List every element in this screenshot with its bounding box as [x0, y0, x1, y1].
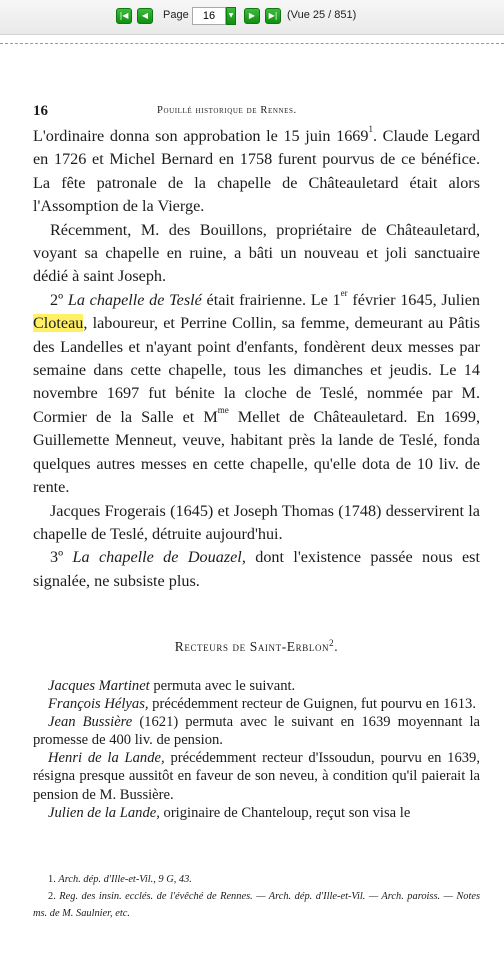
first-page-button[interactable] — [116, 8, 132, 24]
rector-name: François Hélyas, — [48, 696, 149, 713]
top-divider — [0, 43, 504, 44]
running-title: Pouillé historique de Rennes. — [157, 105, 297, 116]
previous-page-icon: ◀ — [141, 11, 149, 20]
footnote-text: Reg. des insin. ecclés. de l'évêché de Rennes. — Arch. dép. d'Ille-et-Vil. — Arch. paroiss. — Notes ms. de M. Saulnier, etc. — [33, 891, 481, 919]
dropdown-arrow-icon: ▼ — [228, 12, 234, 19]
list-item — [33, 695, 480, 713]
page-dropdown-button[interactable] — [226, 7, 236, 25]
paragraph — [33, 546, 480, 593]
item-number: 3º — [50, 548, 73, 567]
list-item — [33, 713, 480, 749]
footnotes — [33, 871, 480, 922]
rector-text: (1621) permuta avec le suivant en 1639 moyennant la promesse de 400 liv. de pension. — [33, 714, 480, 749]
list-item — [33, 677, 480, 695]
rector-text: originaire de Chanteloup, reçut son visa le — [159, 804, 411, 821]
text-run: était frairienne. Le 1 — [201, 290, 341, 309]
text-run: L'ordinaire donna son approbation le 15 juin 1669 — [33, 127, 369, 145]
rector-text: précédemment recteur de Guignen, fut pourvu en 1613. — [148, 696, 476, 713]
text-run: , dont l'existence passée nous est signalée, ne subsiste plus. — [33, 548, 480, 590]
page-number-input[interactable] — [192, 7, 226, 25]
footnote — [33, 871, 480, 888]
chapel-name: La chapelle de Douazel — [72, 548, 242, 567]
rector-name: Julien de la Lande, — [48, 804, 160, 821]
rector-list — [33, 677, 480, 822]
footnote-number: 2. — [48, 891, 60, 902]
superscript: er — [340, 287, 348, 298]
section-title-text: Recteurs de Saint-Erblon — [174, 639, 330, 654]
rector-name: Jacques Martinet — [48, 678, 150, 694]
next-page-button[interactable] — [244, 8, 260, 24]
text-run: , laboureur, et Perrine Collin, sa femme, demeurant au Pâtis des Landelles et n'ayant point d'enfants, fondèrent deux messes par semaine dans cette chapelle, tous les dimanches et jeudis. Le 14 novembre 1697 fut bénite la cloche de Teslé, nommée par M. Cormier de la Salle et M — [33, 314, 480, 426]
footnote — [33, 888, 480, 922]
footnote-ref: 1 — [368, 124, 373, 134]
list-item — [33, 804, 480, 822]
paragraph: Récemment, M. des Bouillons, propriétaire de Châteauletard, voyant sa chapelle en ruine, a bâti un nouveau et joli sanctuaire dédié à saint Joseph. — [33, 220, 480, 286]
last-page-icon: ▶| — [268, 11, 278, 20]
footnote-ref: 2 — [329, 638, 335, 648]
footnote-number: 1. — [48, 874, 59, 885]
view-counter: (Vue 25 / 851) — [287, 9, 357, 21]
next-page-icon: ▶ — [248, 11, 256, 20]
paragraph — [33, 289, 480, 500]
section-title: Recteurs de Saint-Erblon$^2$. — [174, 638, 339, 654]
text-run: Mellet de Châteauletard. En 1699, Guillemette Menneut, veuve, habitant près la lande de Teslé, fonda quelques autres messes en cette chapelle, qu'elle dota de 10 liv. de rente. — [33, 407, 480, 497]
previous-page-button[interactable] — [137, 8, 153, 24]
chapel-name: La chapelle de Teslé — [67, 290, 202, 309]
page-label: Page — [163, 9, 189, 21]
item-number: 2º — [50, 290, 68, 309]
paragraph — [33, 125, 480, 219]
rector-name: Jean Bussière — [48, 714, 133, 731]
rector-text: permuta avec le suivant. — [149, 678, 296, 694]
text-run: . Claude Legard en 1726 et Michel Bernard en 1758 furent pourvus de ce bénéfice. La fête patronale de la chapelle de Châteauletard était alors l'Assomption de la Vierge. — [33, 127, 480, 216]
paragraph: Jacques Frogerais (1645) et Joseph Thomas (1748) desservirent la chapelle de Teslé, détruite aujourd'hui. — [33, 501, 480, 543]
text-run: février 1645, Julien — [347, 290, 480, 309]
rector-name: Henri de la Lande, — [48, 750, 165, 767]
superscript: me — [217, 404, 229, 415]
rector-text: précédemment recteur d'Issoudun, pourvu en 1639, résigna presque aussitôt en faveur de son neveu, à condition qu'il paierait la pension de M. Bussière. — [33, 750, 480, 803]
search-highlight: Cloteau — [33, 314, 84, 333]
running-head — [33, 103, 480, 119]
list-item — [33, 749, 480, 803]
page-number: 16 — [33, 103, 48, 119]
page-navigation-toolbar — [0, 0, 504, 35]
footnote-text: Arch. dép. d'Ille-et-Vil., 9 G, 43. — [58, 874, 192, 885]
last-page-button[interactable] — [265, 8, 281, 24]
first-page-icon: |◀ — [119, 11, 129, 20]
body-text — [33, 125, 480, 593]
